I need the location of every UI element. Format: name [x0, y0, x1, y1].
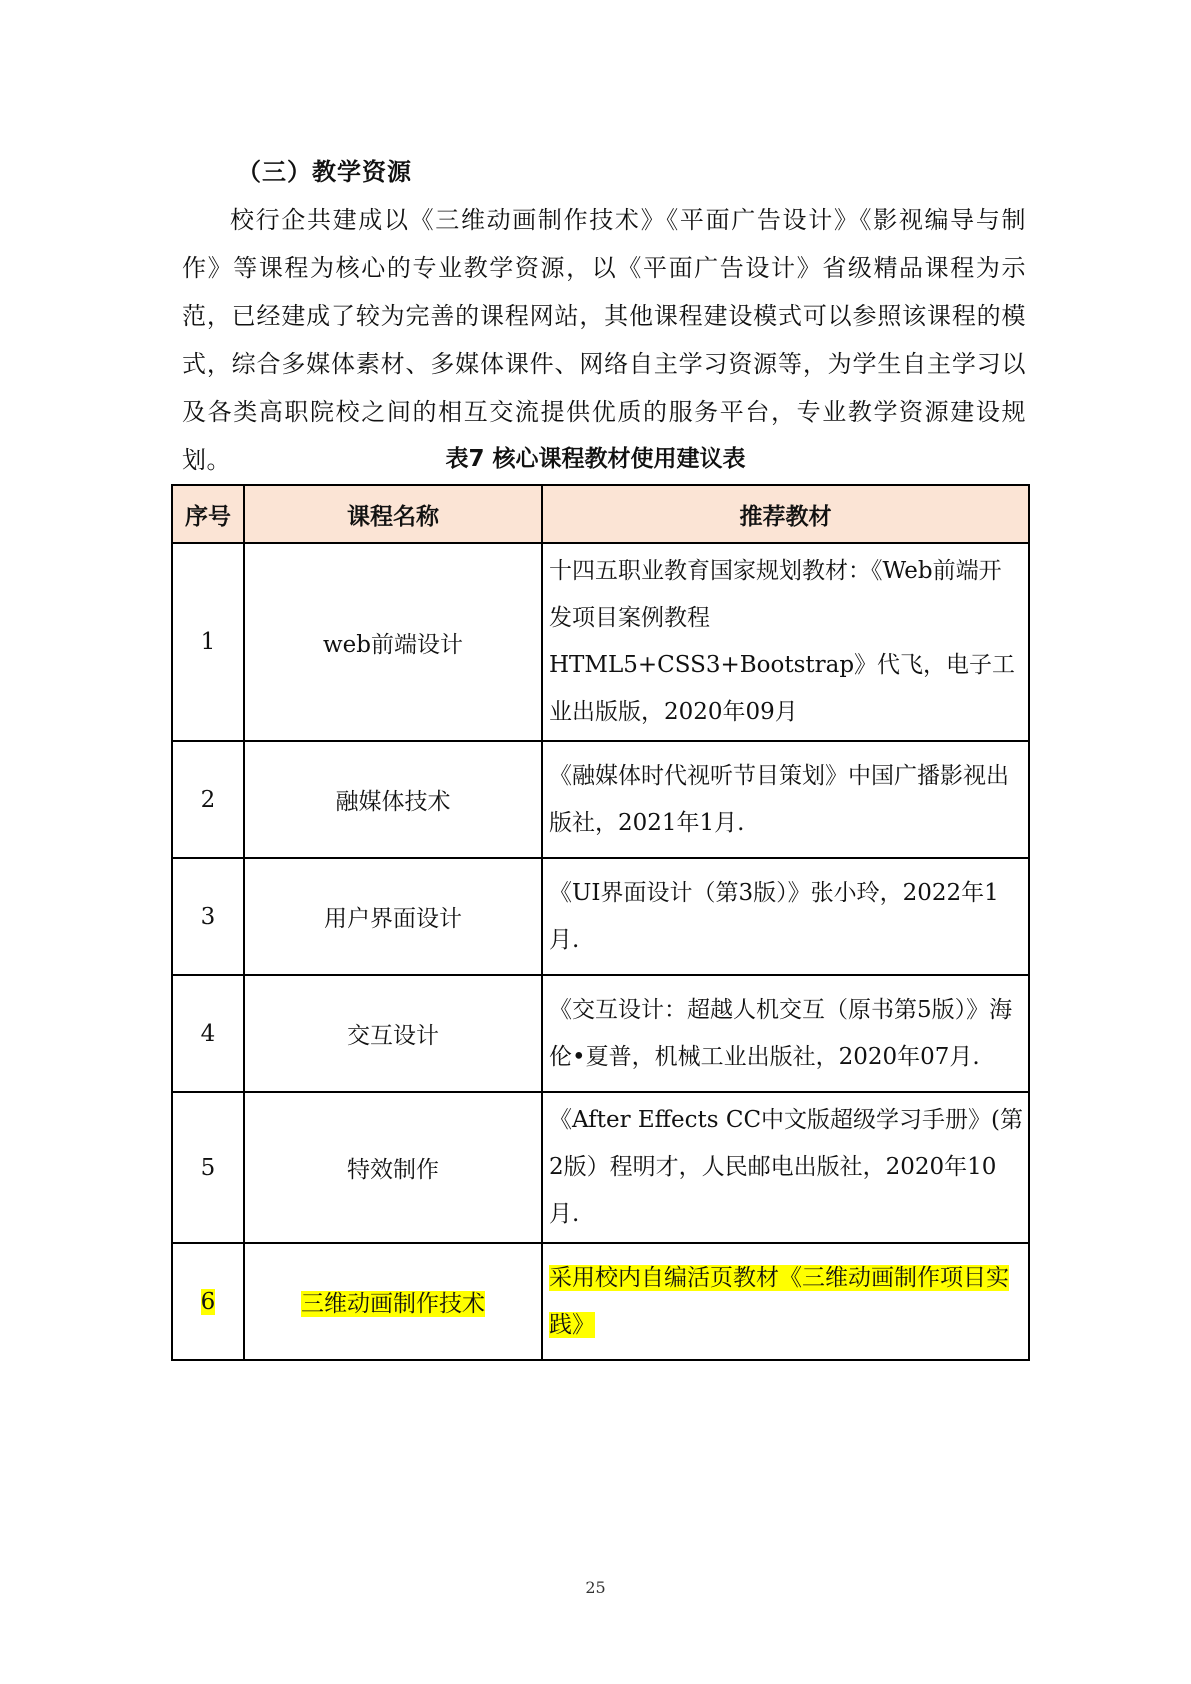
- section-heading: （三）教学资源: [237, 158, 412, 186]
- cell-textbook: 十四五职业教育国家规划教材：《Web前端开发项目案例教程 HTML5+CSS3+Bootstrap》代飞，电子工业出版版，2020年09月: [542, 543, 1029, 741]
- table-row: [172, 741, 1029, 858]
- cell-textbook: 《After Effects CC中文版超级学习手册》(第2版）程明才，人民邮电出版社，2020年10月.: [542, 1092, 1029, 1243]
- cell-no: 2: [172, 741, 244, 858]
- header-no: 序号: [172, 485, 244, 543]
- body-paragraph: 校行企共建成以《三维动画制作技术》《平面广告设计》《影视编导与制作》等课程为核心的专业教学资源，以《平面广告设计》省级精品课程为示范，已经建成了较为完善的课程网站，其他课程建设模式可以参照该课程的模式，综合多媒体素材、多媒体课件、网络自主学习资源等，为学生自主学习以及各类高职院校之间的相互交流提供优质的服务平台，专业教学资源建设规划。: [182, 206, 1026, 474]
- cell-no: 5: [172, 1092, 244, 1243]
- table-row-highlighted: [172, 1243, 1029, 1360]
- header-course: 课程名称: [244, 485, 542, 543]
- cell-no: 1: [172, 543, 244, 741]
- cell-no: 3: [172, 858, 244, 975]
- cell-textbook: [542, 1243, 1029, 1360]
- table-row: [172, 1092, 1029, 1243]
- cell-course: 用户界面设计: [244, 858, 542, 975]
- table-header-row: [172, 485, 1029, 543]
- highlight-textbook: 采用校内自编活页教材《三维动画制作项目实践》: [549, 1264, 1009, 1338]
- table-row: [172, 543, 1029, 741]
- cell-textbook: 《融媒体时代视听节目策划》中国广播影视出版社，2021年1月.: [542, 741, 1029, 858]
- cell-course: 交互设计: [244, 975, 542, 1092]
- table-caption: 表7 核心课程教材使用建议表: [445, 446, 746, 472]
- cell-course: 融媒体技术: [244, 741, 542, 858]
- highlight-no: 6: [200, 1288, 216, 1315]
- page-number: 25: [585, 1578, 606, 1597]
- highlight-course: 三维动画制作技术: [301, 1291, 485, 1317]
- table-row: [172, 858, 1029, 975]
- cell-course: 特效制作: [244, 1092, 542, 1243]
- cell-course: [244, 1243, 542, 1360]
- cell-textbook: 《交互设计：超越人机交互（原书第5版）》海伦•夏普，机械工业出版社，2020年07月.: [542, 975, 1029, 1092]
- cell-textbook: 《UI界面设计（第3版）》张小玲，2022年1月.: [542, 858, 1029, 975]
- header-textbook: 推荐教材: [542, 485, 1029, 543]
- table-row: [172, 975, 1029, 1092]
- cell-course: web前端设计: [244, 543, 542, 741]
- cell-no: 4: [172, 975, 244, 1092]
- cell-no: [172, 1243, 244, 1360]
- textbook-table: [171, 484, 1030, 1361]
